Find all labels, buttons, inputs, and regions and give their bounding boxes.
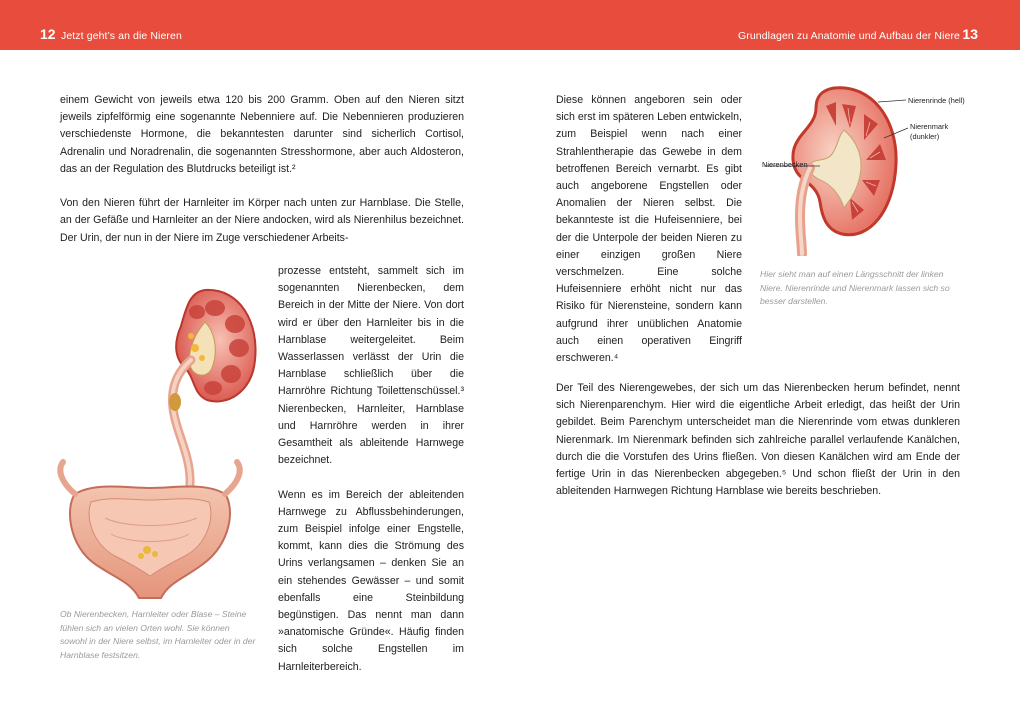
label-cortex: Nierenrinde (hell) [908,96,965,105]
left-text-column [278,263,464,676]
left-running-title: Jetzt geht’s an die Nieren [61,30,182,42]
left-paragraph-2-full-width: Von den Nieren führt der Harnleiter im Körper nach unten zur Harnblase. Die Stelle, an der Gefäße und Harnleiter an der Niere andocken, wird als Nierenhilus bezeichnet. Der Urin, der nun in der Niere im Zuge verschiedener Arbeits- [60,197,464,244]
left-paragraph-2-column: prozesse entsteht, sammelt sich im sogenannten Nierenbecken, dem Bereich in der Mitte der Niere. Von dort wird er über den Harnleiter bis in die Harnblase weitergeleitet. Beim Wasserlassen verlässt der Urin die Harnblase schließlich über die Harnröhre Richtung Toilettenschüssel.³ Nierenbecken, Harnleiter, Harnblase und Harnröhre werden in ihrer Gesamtheit als ableitende Harnwege bezeichnet. [278,265,464,467]
left-paragraph-1: einem Gewicht von jeweils etwa 120 bis 200 Gramm. Oben auf den Nieren sitzt jeweils zipfelförmig eine sogenannte Nebenniere auf. Die Nebennieren produzieren verschiedenste Hormone, die bekanntesten darunter sind sicherlich Cortisol, Adrenalin und Noradrenalin, die sogenannten Stresshormone, aber auch Aldosteron, das an der Regulation des Blutdrucks beteiligt ist.² [60,94,464,175]
right-running-title: Grundlagen zu Anatomie und Aufbau der Niere [737,30,960,42]
right-paragraph-2: Der Teil des Nierengewebes, der sich um das Nierenbecken herum befindet, nennt sich Nierenparenchym. Hier wird die eigentliche Arbeit erledigt, das heißt der Urin gebildet. Beim Parenchym unterscheidet man die Nierenrinde vom etwas dunkleren Nierenmark. Im Nierenmark befinden sich zahlreiche parallel verlaufende Kanälchen, durch die die Vorstufen des Urins fließen. Von diesen Kanälchen wird am Ende der fertige Urin in das Nierenbecken abgegeben.⁵ Und schon fließt der Urin in den ableitenden Harnwegen Richtung Harnblase wie bereits beschrieben. [556,382,960,498]
urinary-tract-illustration [55,282,265,600]
label-pelvis: Nierenbecken [762,160,808,169]
left-paragraph-3: Wenn es im Bereich der ableitenden Harnwege zu Abflussbehinderungen, zum Beispiel infolge einer Engstelle, kommt, kann dies die Strömung des Urins verlangsamen – denken Sie an ein stehendes Gewässer – und somit ebenfalls eine Steinbildung begünstigen. Das nennt man dann »anatomische Gründe«. Häufig finden sich solche Engstellen im Harnleiterbereich. [278,488,464,673]
right-text-column [556,92,742,367]
label-medulla-line-2: (dunkler) [910,132,940,141]
right-page-number: 13 [962,26,978,42]
left-figure-caption: Ob Nierenbecken, Harnleiter oder Blase – Steine fühlen sich an vielen Orten wohl. Sie können sowohl in der Niere selbst, im Harnleiter oder in der Harnblase festsitzen. [60,609,256,660]
kidney-cross-section-illustration [760,84,910,256]
right-paragraph-1: Diese können angeboren sein oder sich erst im späteren Leben entwickeln, zum Beispiel wenn nach einer Strahlentherapie das Gewebe in dem betroffenen Bereich vernarbt. Es gibt auch angeborene Engstellen oder Anomalien der Nieren selbst. Die bekannteste ist die Hufeisenniere, bei der die Unterpole der beiden Nieren zu einer einzigen großen Niere verschmelzen. Eine solche Hufeisenniere erhöht nicht nur das Risiko für Nierensteine, sondern kann aufgrund ihrer unüblichen Anatomie auch einen operativen Eingriff erschweren.⁴ [556,94,742,365]
label-medulla-line-1: Nierenmark [910,122,949,131]
page-header-band [0,0,1020,50]
right-figure-caption: Hier sieht man auf einen Längsschnitt der linken Niere. Nierenrinde und Nierenmark lassen sich so besser darstellen. [760,269,950,307]
left-page-number: 12 [40,26,56,42]
left-text-top [60,92,464,247]
right-text-full [556,380,960,500]
